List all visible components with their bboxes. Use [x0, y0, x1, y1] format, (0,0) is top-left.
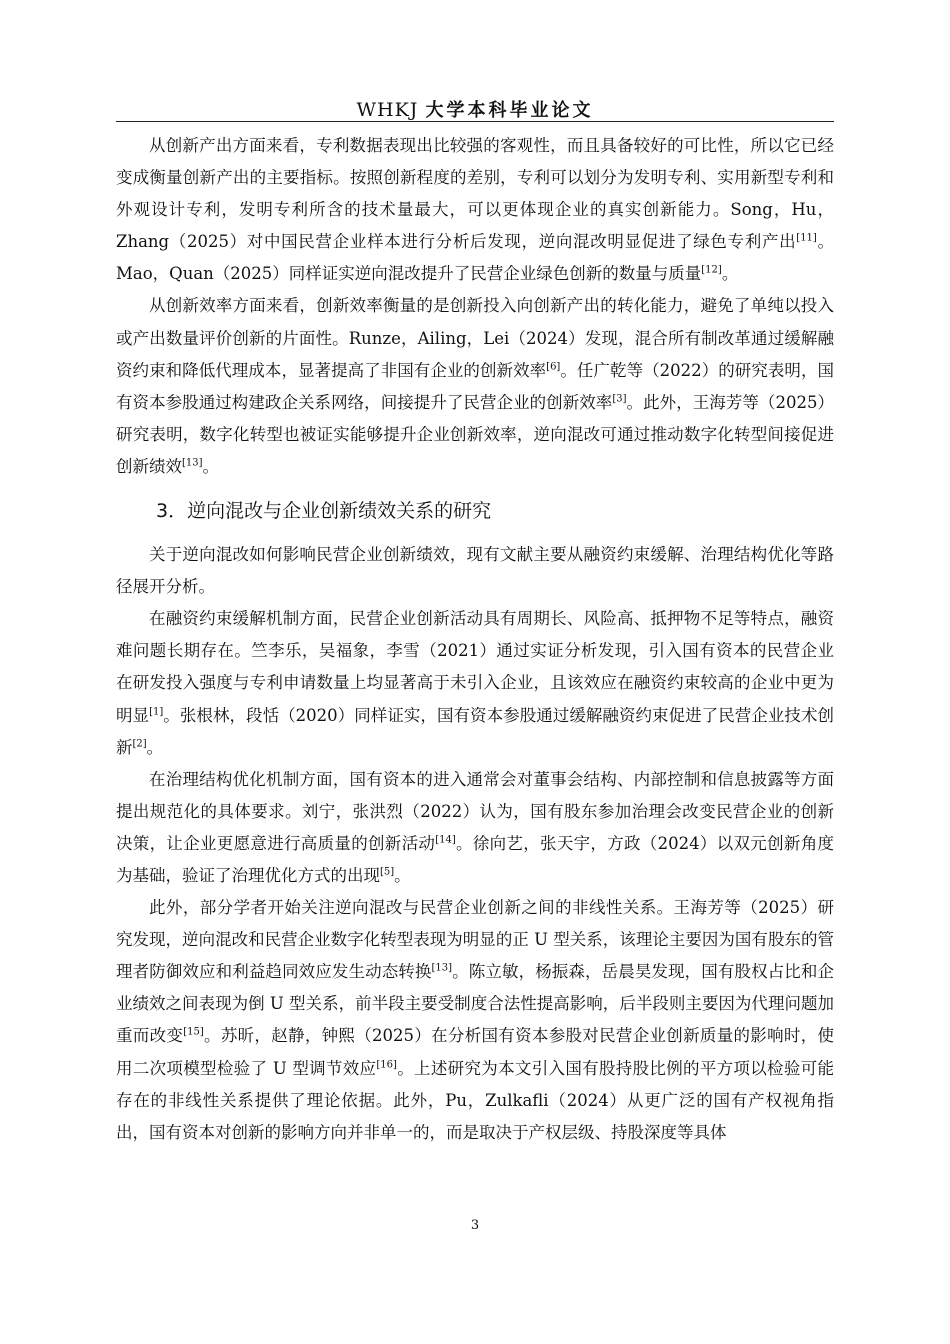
- citation-ref: [12]: [701, 264, 722, 276]
- paragraphs-before: [116, 130, 834, 483]
- citation-ref: [6]: [546, 361, 561, 373]
- paragraph-text: 。: [202, 456, 220, 476]
- header-rule: [116, 121, 834, 122]
- paragraph-text: 从创新产出方面来看，专利数据表现出比较强的客观性，而且具备较好的可比性，所以它已经变成衡量创新产出的主要指标。按照创新程度的差别，专利可以划分为发明专利、实用新型专利和外观设计专利，发明专利所含的技术量最大，可以更体现企业的真实创新能力。Song，Hu，Zhang（2025）对中国民营企业样本进行分析后发现，逆向混改明显促进了绿色专利产出: [116, 136, 834, 252]
- paragraph-text: 。陈立敏，杨振森，岳晨昊发现，国有股权占比和企业绩效之间表现为倒 U 型关系，前半段主要受制度合法性提高影响，后半段则主要因为代理问题加重而改变: [116, 962, 835, 1046]
- header-school: WHKJ: [356, 99, 419, 121]
- paragraph-text: 。上述研究为本文引入国有股持股比例的平方项以检验可能存在的非线性关系提供了理论依据。此外，Pu，Zulkafli（2024）从更广泛的国有产权视角指出，国有资本对创新的影响方向并非单一的，而是取决于产权层级、持股深度等具体: [116, 1058, 834, 1142]
- paragraph-text: 此外，部分学者开始关注逆向混改与民营企业创新之间的非线性关系。王海芳等（2025）研究发现，逆向混改和民营企业数字化转型表现为明显的正 U 型关系，该理论主要因为国有股东的管理者防御效应和利益趋同效应发生动态转换: [116, 898, 834, 982]
- citation-ref: [1]: [149, 706, 164, 717]
- paragraph-text: 在治理结构优化机制方面，国有资本的进入通常会对董事会结构、内部控制和信息披露等方面提出规范化的具体要求。刘宁，张洪烈（2022）认为，国有股东参加治理会改变民营企业的创新决策，让企业更愿意进行高质量的创新活动: [116, 769, 834, 853]
- citation-ref: [11]: [796, 232, 817, 244]
- paragraph-text: 。张根林，段恬（2020）同样证实，国有资本参股通过缓解融资约束促进了民营企业技术创新: [116, 705, 834, 757]
- paragraph-text: 。: [146, 737, 164, 757]
- section-heading: 3．逆向混改与企业创新绩效关系的研究: [156, 500, 492, 523]
- body-text: [116, 130, 834, 1149]
- paragraph: [116, 130, 834, 290]
- paragraph-text: 。徐向艺，张天宇，方政（2024）以双元创新角度为基础，验证了治理优化方式的出现: [116, 833, 834, 885]
- paragraph-text: 关于逆向混改如何影响民营企业创新绩效，现有文献主要从融资约束缓解、治理结构优化等路径展开分析。: [116, 545, 834, 597]
- paragraph-text: 。苏昕，赵静，钟熙（2025）在分析国有资本参股对民营企业创新质量的影响时，使用二次项模型检验了 U 型调节效应: [116, 1026, 834, 1078]
- paragraph-text: 在融资约束缓解机制方面，民营企业创新活动具有周期长、风险高、抵押物不足等特点，融资难问题长期存在。竺李乐，吴福象，李雪（2021）通过实证分析发现，引入国有资本的民营企业在研发投入强度与专利申请数量上均显著高于未引入企业，且该效应在融资约束较高的企业中更为明显: [116, 609, 834, 725]
- citation-ref: [15]: [183, 1026, 204, 1038]
- paragraph: [116, 290, 834, 483]
- header-title: 大学本科毕业论文: [425, 100, 594, 121]
- citation-ref: [5]: [380, 866, 395, 878]
- citation-ref: [16]: [376, 1059, 397, 1071]
- paragraph-text: 。任广乾等（2022）的研究表明，国有资本参股通过构建政企关系网络，间接提升了民营企业的创新效率: [116, 360, 835, 412]
- paragraphs-after: [116, 539, 834, 1149]
- citation-ref: [3]: [612, 393, 627, 405]
- citation-ref: [14]: [435, 834, 456, 846]
- paragraph: [116, 539, 834, 603]
- page-number: 3: [470, 1218, 480, 1233]
- paragraph-text: 。此外，王海芳等（2025）研究表明，数字化转型也被证实能够提升企业创新效率，逆向混改可通过推动数字化转型间接促进创新绩效: [116, 392, 834, 476]
- paragraph: [116, 764, 834, 892]
- citation-ref: [13]: [431, 962, 453, 974]
- paragraph-text: 。: [394, 865, 411, 885]
- paragraph-text: 。: [721, 264, 739, 284]
- paragraph-text: 。Mao，Quan（2025）同样证实逆向混改提升了民营企业绿色创新的数量与质量: [116, 232, 834, 284]
- running-header: [0, 96, 950, 124]
- paragraph-text: 从创新效率方面来看，创新效率衡量的是创新投入向创新产出的转化能力，避免了单纯以投入或产出数量评价创新的片面性。Runze，Ailing，Lei（2024）发现，混合所有制改革通过缓解融资约束和降低代理成本，显著提高了非国有企业的创新效率: [116, 296, 834, 380]
- paragraph: [116, 603, 834, 763]
- citation-ref: [13]: [182, 457, 203, 469]
- citation-ref: [2]: [132, 738, 147, 750]
- paragraph: [116, 892, 834, 1149]
